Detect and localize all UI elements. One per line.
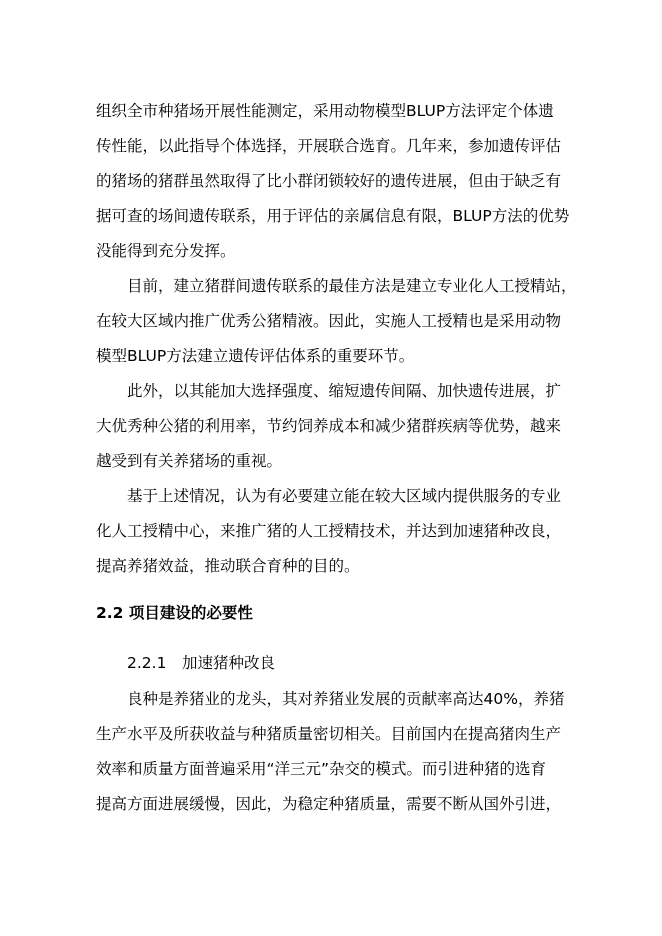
paragraph-5-line-1: 良种是养猪业的龙头，其对养猪业发展的贡献率高达40%，养猪 — [127, 690, 565, 708]
paragraph-3-line-1: 此外，以其能加大选择强度、缩短遗传间隔、加快遗传进展，扩 — [127, 382, 562, 400]
paragraph-2-line-2: 在较大区域内推广优秀公猪精液。因此，实施人工授精也是采用动物 — [96, 312, 562, 330]
section-heading-2-2: 2.2 项目建设的必要性 — [96, 604, 253, 622]
paragraph-5-line-4: 提高方面进展缓慢，因此，为稳定种猪质量，需要不断从国外引进， — [96, 795, 562, 813]
paragraph-3-line-3: 越受到有关养猪场的重视。 — [96, 452, 283, 470]
paragraph-5-line-2: 生产水平及所获收益与种猪质量密切相关。目前国内在提高猪肉生产 — [96, 725, 562, 743]
paragraph-2-line-1: 目前，建立猪群间遗传联系的最佳方法是建立专业化人工授精站， — [127, 277, 577, 295]
paragraph-1-line-3: 的猪场的猪群虽然取得了比小群闭锁较好的遗传进展，但由于缺乏有 — [96, 172, 562, 190]
paragraph-1-line-4: 据可查的场间遗传联系，用于评估的亲属信息有限，BLUP方法的优势 — [96, 207, 570, 225]
paragraph-3-line-2: 大优秀种公猪的利用率，节约饲养成本和减少猪群疾病等优势，越来 — [96, 417, 562, 435]
paragraph-1-line-2: 传性能，以此指导个体选择，开展联合选育。几年来，参加遗传评估 — [96, 137, 562, 155]
paragraph-1-line-5: 没能得到充分发挥。 — [96, 242, 236, 260]
paragraph-2-line-3: 模型BLUP方法建立遗传评估体系的重要环节。 — [96, 347, 415, 365]
subsection-heading-2-2-1: 2.2.1 加速猪种改良 — [127, 654, 275, 672]
paragraph-5-line-3: 效率和质量方面普遍采用“洋三元”杂交的模式。而引进种猪的选育 — [96, 760, 547, 778]
paragraph-4-line-2: 化人工授精中心，来推广猪的人工授精技术，并达到加速猪种改良， — [96, 522, 562, 540]
paragraph-4-line-1: 基于上述情况，认为有必要建立能在较大区域内提供服务的专业 — [127, 487, 562, 505]
paragraph-4-line-3: 提高养猪效益，推动联合育种的目的。 — [96, 557, 360, 575]
paragraph-1-line-1: 组织全市种猪场开展性能测定，采用动物模型BLUP方法评定个体遗 — [96, 102, 554, 120]
